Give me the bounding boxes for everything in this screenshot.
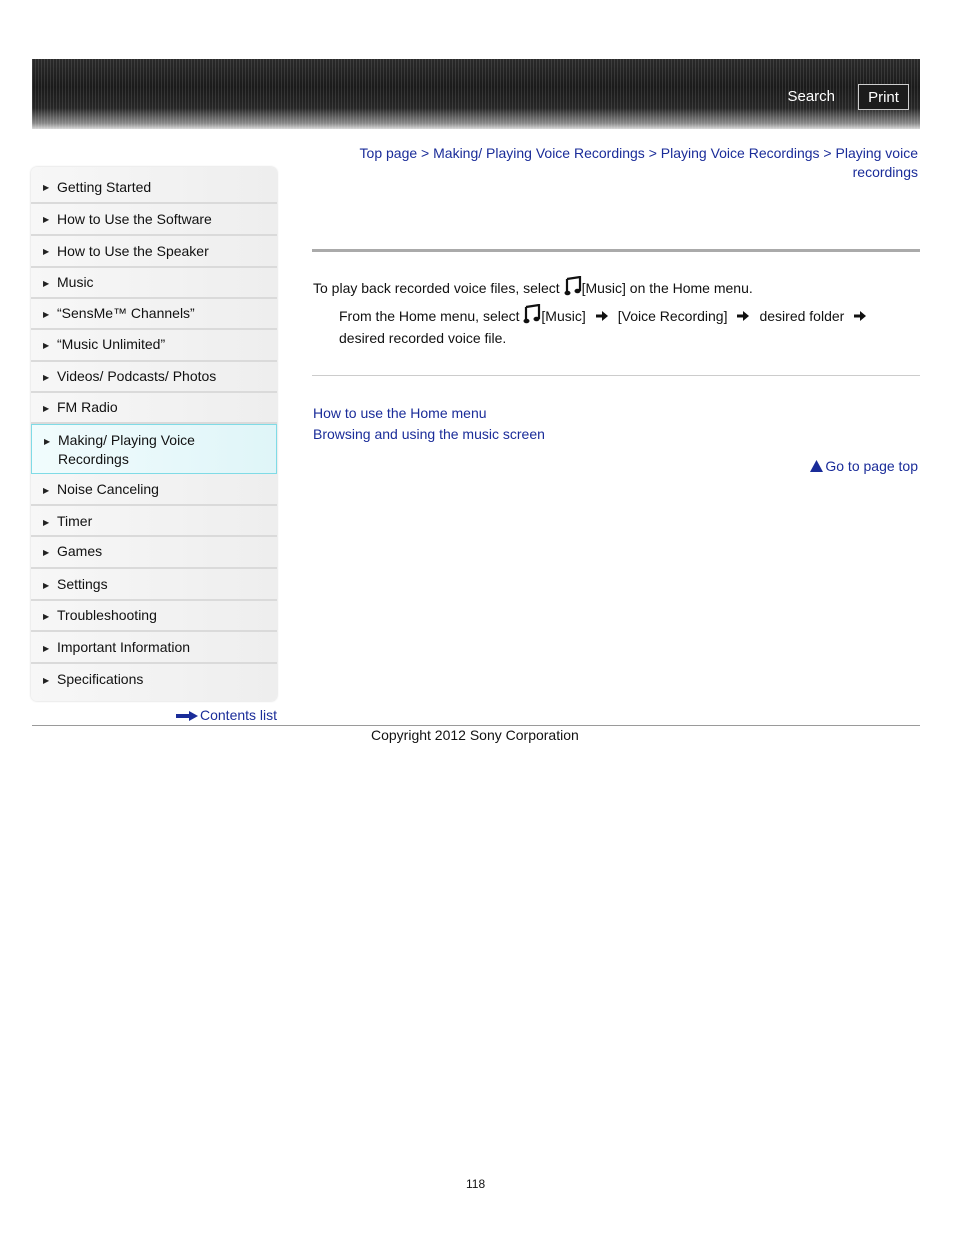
- arrow-right-icon: ▶: [43, 548, 50, 557]
- sidebar-nav: [31, 167, 277, 701]
- sidebar-item-noise-canceling[interactable]: [31, 474, 277, 506]
- related-link-home-menu[interactable]: How to use the Home menu: [313, 405, 487, 421]
- related-link-music-screen[interactable]: Browsing and using the music screen: [313, 426, 545, 442]
- breadcrumb-making-playing[interactable]: Making/ Playing Voice Recordings: [433, 145, 645, 161]
- intro-text-after: [Music] on the Home menu.: [581, 280, 753, 296]
- sidebar-item-specifications[interactable]: [31, 664, 277, 701]
- intro-text-before: To play back recorded voice files, select: [313, 280, 564, 296]
- arrow-right-icon: ▶: [44, 437, 51, 446]
- breadcrumb-playing-voice-recordings[interactable]: Playing Voice Recordings: [660, 145, 820, 161]
- sidebar-item-label: Specifications: [57, 671, 144, 687]
- arrow-right-icon: [596, 311, 608, 321]
- sidebar-item-label: Noise Canceling: [57, 481, 159, 497]
- step-text-before: From the Home menu, select: [339, 308, 524, 324]
- sidebar-item-label: Timer: [57, 513, 93, 529]
- sidebar-item-label-line2: Recordings: [58, 451, 129, 467]
- sidebar-item-label: Getting Started: [57, 179, 152, 195]
- sidebar-item-label: How to Use the Speaker: [57, 243, 209, 259]
- sidebar-item-timer[interactable]: [31, 506, 277, 537]
- header-bar: [32, 59, 920, 129]
- go-to-page-top-link[interactable]: [810, 458, 918, 474]
- arrow-right-icon: [176, 711, 198, 721]
- sidebar-item-software[interactable]: [31, 204, 277, 236]
- breadcrumb-separator: >: [421, 145, 430, 161]
- sidebar-item-label: [58, 431, 195, 469]
- arrow-right-icon: ▶: [43, 644, 50, 653]
- instruction-step: [339, 304, 899, 349]
- intro-text: [313, 276, 753, 296]
- arrow-right-icon: ▶: [43, 341, 50, 350]
- sidebar-item-getting-started[interactable]: [31, 167, 277, 204]
- sidebar-item-videos[interactable]: [31, 362, 277, 393]
- print-button[interactable]: Print: [858, 84, 909, 110]
- arrow-right-icon: ▶: [43, 247, 50, 256]
- sidebar-item-music-unlimited[interactable]: [31, 330, 277, 362]
- section-divider: [312, 375, 920, 376]
- arrow-right-icon: ▶: [43, 612, 50, 621]
- sidebar-item-games[interactable]: [31, 537, 277, 569]
- sidebar-item-label-line1: Making/ Playing Voice: [58, 432, 195, 448]
- arrow-right-icon: [854, 311, 866, 321]
- sidebar-item-label: Music: [57, 274, 94, 290]
- go-to-page-top-label: Go to page top: [825, 458, 918, 474]
- arrow-right-icon: [737, 311, 749, 321]
- music-note-icon: [564, 276, 582, 296]
- sidebar-item-label: Videos/ Podcasts/ Photos: [57, 368, 217, 384]
- footer-divider: [32, 725, 920, 726]
- sidebar-item-sensme[interactable]: [31, 299, 277, 330]
- arrow-right-icon: ▶: [43, 518, 50, 527]
- sidebar-item-label: Important Information: [57, 639, 191, 655]
- sidebar-item-label: FM Radio: [57, 399, 118, 415]
- arrow-right-icon: ▶: [43, 676, 50, 685]
- sidebar-item-label: Games: [57, 543, 103, 559]
- page-number: 118: [466, 1177, 486, 1191]
- breadcrumb-separator: >: [648, 145, 657, 161]
- sidebar-item-troubleshooting[interactable]: [31, 601, 277, 632]
- breadcrumb-current[interactable]: Playing voice: [835, 145, 918, 161]
- arrow-right-icon: ▶: [43, 183, 50, 192]
- contents-list-link[interactable]: [176, 707, 277, 723]
- sidebar-item-fm-radio[interactable]: [31, 393, 277, 424]
- sidebar-item-music[interactable]: [31, 268, 277, 299]
- arrow-right-icon: ▶: [43, 404, 50, 413]
- music-note-icon: [523, 304, 541, 324]
- breadcrumb: [330, 144, 918, 182]
- step-desired-folder: desired folder: [759, 308, 845, 324]
- step-voice-recording: [Voice Recording]: [617, 308, 728, 324]
- copyright-text: Copyright 2012 Sony Corporation: [371, 727, 579, 743]
- arrow-right-icon: ▶: [43, 215, 50, 224]
- sidebar-item-label: How to Use the Software: [57, 211, 212, 227]
- arrow-right-icon: ▶: [43, 581, 50, 590]
- sidebar-item-label: Settings: [57, 576, 108, 592]
- sidebar-item-label: “Music Unlimited”: [57, 336, 166, 352]
- breadcrumb-top-page[interactable]: Top page: [359, 145, 418, 161]
- sidebar-item-voice-recordings[interactable]: [31, 424, 277, 474]
- search-link[interactable]: Search: [787, 88, 835, 105]
- breadcrumb-current-line2[interactable]: recordings: [852, 164, 918, 180]
- sidebar-item-label: “SensMe™ Channels”: [57, 305, 195, 321]
- step-music: [Music]: [541, 308, 586, 324]
- arrow-right-icon: ▶: [43, 279, 50, 288]
- sidebar-item-label: Troubleshooting: [57, 607, 157, 623]
- contents-list-label: Contents list: [200, 707, 278, 723]
- breadcrumb-separator: >: [823, 145, 832, 161]
- arrow-right-icon: ▶: [43, 310, 50, 319]
- arrow-right-icon: ▶: [43, 373, 50, 382]
- step-desired-file: desired recorded voice file.: [339, 330, 507, 346]
- sidebar-item-settings[interactable]: [31, 569, 277, 601]
- sidebar-item-speaker[interactable]: [31, 236, 277, 268]
- arrow-right-icon: ▶: [43, 486, 50, 495]
- sidebar-item-important-information[interactable]: [31, 632, 277, 664]
- title-divider: [312, 249, 920, 252]
- triangle-up-icon: [810, 460, 823, 472]
